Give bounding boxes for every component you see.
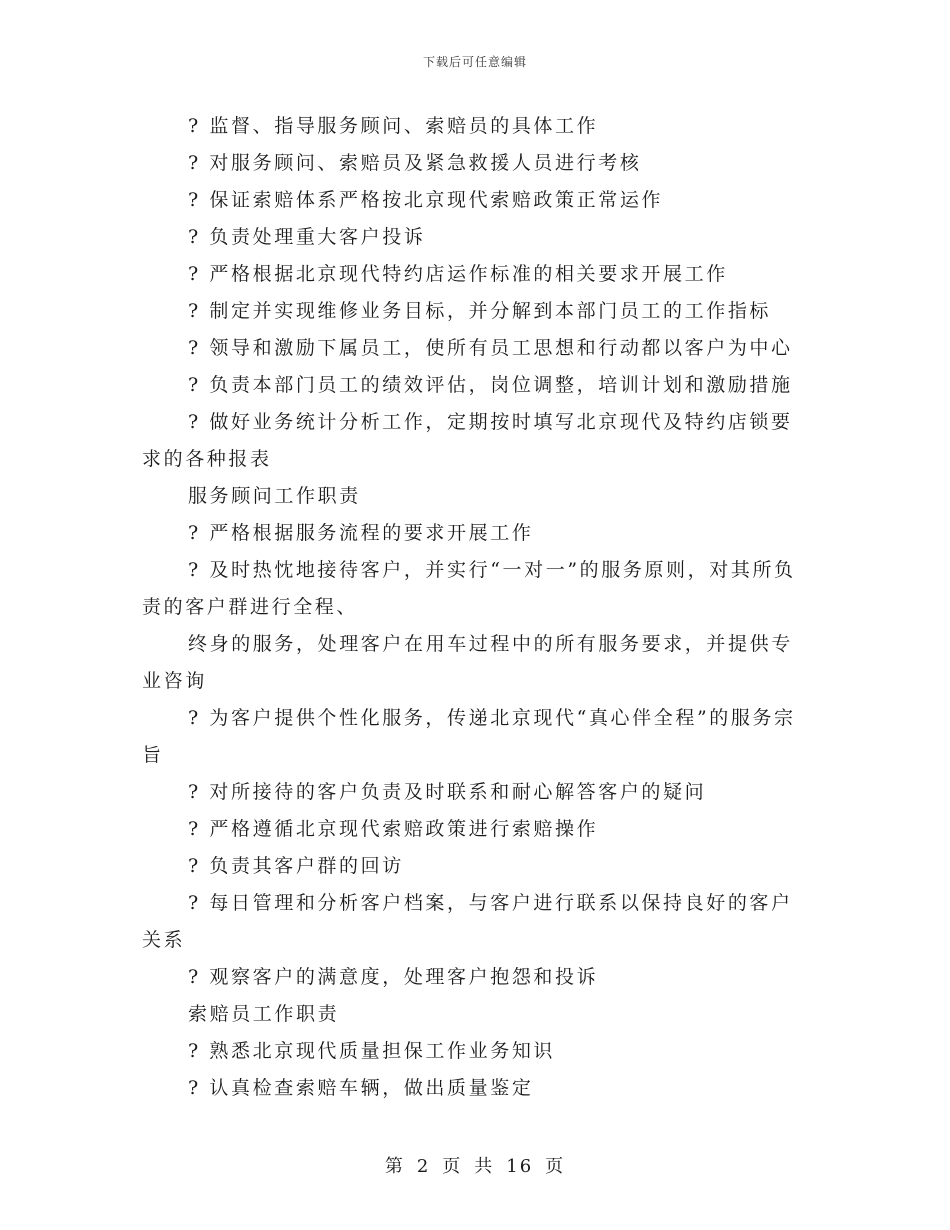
document-body (142, 108, 808, 1107)
page-header: 下载后可任意编辑 (422, 55, 527, 69)
page-label-suffix: 页 (545, 1156, 566, 1177)
paragraph: ? 对服务顾问、索赔员及紧急救援人员进行考核 (188, 152, 642, 174)
paragraph: ? 保证索赔体系严格按北京现代索赔政策正常运作 (188, 189, 664, 211)
paragraph: ? 认真检查索赔车辆，做出质量鉴定 (188, 1077, 534, 1099)
paragraph: ? 负责其客户群的回访 (188, 855, 404, 877)
paragraph: ? 做好业务统计分析工作，定期按时填写北京现代及特约店锁要求的各种报表 (142, 411, 793, 470)
paragraph: ? 制定并实现维修业务目标，并分解到本部门员工的工作指标 (188, 300, 772, 322)
section-heading: 服务顾问工作职责 (188, 485, 361, 507)
page-label-mid: 页 (442, 1156, 463, 1177)
page-footer (0, 1152, 950, 1178)
paragraph: ? 为客户提供个性化服务，传递北京现代“真心伴全程”的服务宗旨 (142, 707, 796, 766)
paragraph: ? 严格根据服务流程的要求开展工作 (188, 522, 534, 544)
paragraph: ? 对所接待的客户负责及时联系和耐心解答客户的疑问 (188, 781, 707, 803)
paragraph: ? 严格遵循北京现代索赔政策进行索赔操作 (188, 818, 599, 840)
paragraph: ? 负责本部门员工的绩效评估，岗位调整，培训计划和激励措施 (188, 374, 793, 396)
paragraph: ? 及时热忱地接待客户，并实行“一对一”的服务原则，对其所负责的客户群进行全程、 (142, 559, 796, 618)
total-pages-number: 16 (506, 1156, 534, 1177)
current-page-number: 2 (416, 1156, 431, 1177)
paragraph: 终身的服务，处理客户在用车过程中的所有服务要求，并提供专业咨询 (142, 633, 793, 692)
paragraph: ? 领导和激励下属员工，使所有员工思想和行动都以客户为中心 (188, 337, 793, 359)
paragraph: ? 熟悉北京现代质量担保工作业务知识 (188, 1040, 556, 1062)
paragraph: ? 每日管理和分析客户档案，与客户进行联系以保持良好的客户关系 (142, 892, 793, 951)
paragraph: ? 监督、指导服务顾问、索赔员的具体工作 (188, 115, 599, 137)
page-label-prefix: 第 (384, 1156, 405, 1177)
paragraph: ? 严格根据北京现代特约店运作标准的相关要求开展工作 (188, 263, 728, 285)
section-heading: 索赔员工作职责 (188, 1003, 340, 1025)
paragraph: ? 负责处理重大客户投诉 (188, 226, 426, 248)
total-label: 共 (474, 1156, 495, 1177)
paragraph: ? 观察客户的满意度，处理客户抱怨和投诉 (188, 966, 599, 988)
